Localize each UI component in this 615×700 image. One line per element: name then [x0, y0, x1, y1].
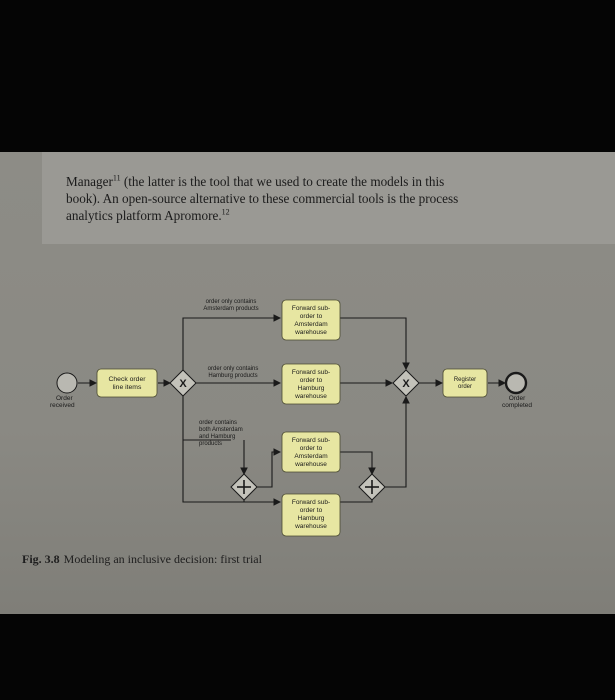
task-register-order-label: Register order	[453, 377, 477, 390]
task-register-order	[443, 369, 487, 397]
figure-caption-text: Modeling an inclusive decision: first trial	[63, 552, 262, 566]
xor-split-gateway	[170, 370, 196, 396]
cond-amsterdam-label: order only contains Amsterdam products	[203, 299, 259, 312]
footnote-ref-12: 12	[221, 207, 230, 217]
sequence-flows	[78, 318, 505, 502]
task-check-order-label: Check order line items	[108, 376, 146, 391]
figure-label: Fig. 3.8	[22, 552, 60, 566]
end-event-circle	[506, 373, 526, 393]
and-join-gateway	[359, 474, 385, 500]
para-line1-pre: Manager	[66, 174, 113, 189]
start-event-circle	[57, 373, 77, 393]
figure-caption	[22, 552, 262, 567]
footnote-ref-11: 11	[112, 173, 121, 183]
and-split-gateway	[231, 474, 257, 500]
cond-both-label: order contains both Amsterdam and Hamburg products	[199, 420, 243, 447]
cond-hamburg-label: order only contains Hamburg products	[207, 366, 259, 379]
task-forward-hamburg-1-label: Forward sub-order to Hamburg warehouse	[291, 369, 331, 400]
task-forward-amsterdam-2-label: Forward sub-order to Amsterdam warehouse	[291, 437, 331, 468]
start-event-label: Order received	[50, 395, 75, 409]
xor-join-gateway	[393, 370, 419, 396]
task-check-order	[97, 369, 157, 397]
svg-text:X: X	[179, 378, 187, 390]
task-forward-hamburg-2-label: Forward sub-order to Hamburg warehouse	[291, 499, 331, 530]
svg-text:X: X	[402, 378, 410, 390]
para-line1-post: (the latter is the tool that we used to create the models in this	[120, 174, 445, 189]
para-line3: analytics platform Apromore.	[66, 208, 222, 223]
end-event-label: Order completed	[502, 395, 532, 409]
task-forward-amsterdam-1-label: Forward sub-order to Amsterdam warehouse	[291, 305, 331, 336]
para-line2: book). An open-source alternative to these commercial tools is the process	[66, 191, 459, 206]
